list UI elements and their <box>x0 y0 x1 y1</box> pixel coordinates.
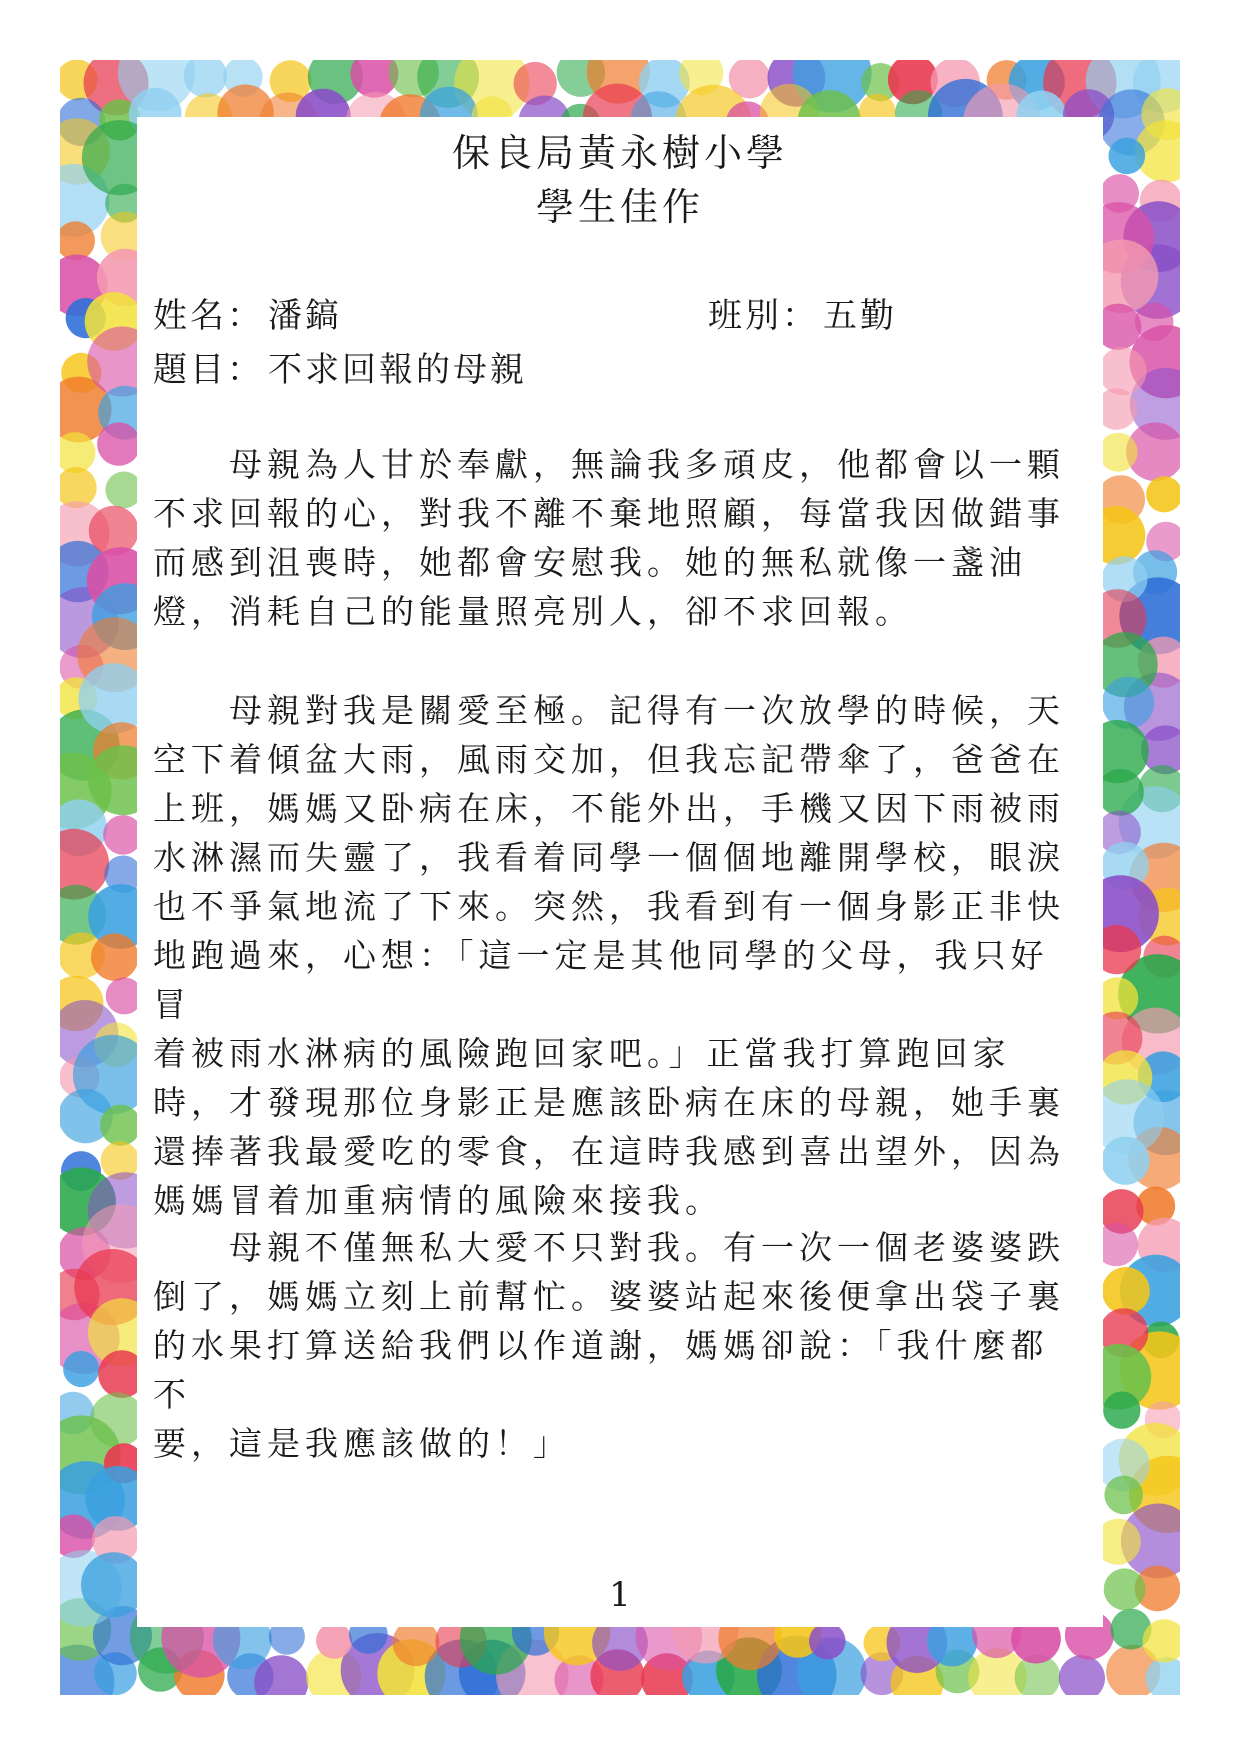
section-title: 學生佳作 <box>535 185 704 229</box>
essay-line: 不求回報的心，對我不離不棄地照顧，每當我因做錯事 <box>153 494 1065 533</box>
header <box>137 126 1103 234</box>
paint-dot <box>63 1351 99 1387</box>
paint-dot <box>1146 476 1180 512</box>
class-label: 班別： <box>708 296 819 336</box>
paint-dot <box>91 933 138 980</box>
paint-dot <box>1099 433 1138 472</box>
paint-dot <box>184 60 227 98</box>
paint-dot <box>809 1623 846 1660</box>
class-row <box>708 288 897 337</box>
class-value: 五勤 <box>823 296 897 336</box>
essay-paragraph-3 <box>153 1223 1078 1468</box>
name-value: 潘鎬 <box>268 296 342 336</box>
topic-row <box>153 342 527 391</box>
essay-line: 着被雨水淋病的風險跑回家吧。」正當我打算跑回家 <box>153 1034 1011 1073</box>
essay-line: 還捧著我最愛吃的零食，在這時我感到喜出望外，因為 <box>153 1132 1065 1171</box>
essay-line: 要，這是我應該做的！」 <box>153 1424 571 1463</box>
paint-dot <box>1104 1476 1143 1515</box>
essay-line: 地跑過來，心想：「這一定是其他同學的父母，我只好冒 <box>153 936 1049 1024</box>
school-name: 保良局黃永樹小學 <box>451 131 788 175</box>
page-number: 1 <box>609 1575 631 1615</box>
essay-line: 的水果打算送給我們以作道謝，媽媽卻說：「我什麼都不 <box>153 1326 1049 1414</box>
paint-dot <box>97 422 140 465</box>
paint-dot <box>1059 1655 1105 1695</box>
essay-line: 燈，消耗自己的能量照亮別人，卻不求回報。 <box>153 592 913 631</box>
essay-line: 母親對我是關愛至極。記得有一次放學的時候，天 <box>153 691 1065 730</box>
paint-dot <box>316 1623 352 1659</box>
essay-line: 空下着傾盆大雨，風雨交加，但我忘記帶傘了，爸爸在 <box>153 740 1065 779</box>
paint-dot <box>1102 1267 1150 1315</box>
name-row <box>153 288 342 337</box>
paint-dot <box>1104 1568 1146 1610</box>
topic-value: 不求回報的母親 <box>268 350 527 390</box>
paint-dot <box>100 1105 141 1146</box>
topic-label: 題目： <box>153 350 264 390</box>
essay-line: 也不爭氣地流了下來。突然，我看到有一個身影正非快 <box>153 887 1065 926</box>
essay-paragraph-1 <box>153 440 1078 636</box>
paint-dot <box>1109 138 1146 175</box>
essay-line: 母親不僅無私大愛不只對我。有一次一個老婆婆跌 <box>153 1228 1065 1267</box>
paint-dot <box>1099 347 1147 395</box>
essay-line: 時，才發現那位身影正是應該卧病在床的母親，她手裏 <box>153 1083 1065 1122</box>
essay-line: 上班，媽媽又卧病在床，不能外出，手機又因下雨被雨 <box>153 789 1065 828</box>
name-label: 姓名： <box>153 296 264 336</box>
paint-dot <box>1101 1137 1149 1185</box>
essay-line: 而感到沮喪時，她都會安慰我。她的無私就像一盞油 <box>153 543 1027 582</box>
essay-line: 水淋濕而失靈了，我看着同學一個個地離開學校，眼淚 <box>153 838 1065 877</box>
essay-line: 倒了，媽媽立刻上前幫忙。婆婆站起來後便拿出袋子裏 <box>153 1277 1065 1316</box>
essay-line: 媽媽冒着加重病情的風險來接我。 <box>153 1181 723 1220</box>
essay-line: 母親為人甘於奉獻，無論我多頑皮，他都會以一顆 <box>153 445 1065 484</box>
paint-dot <box>1097 769 1144 816</box>
paint-dot <box>1103 1392 1140 1429</box>
essay-paragraph-2 <box>153 686 1078 1225</box>
